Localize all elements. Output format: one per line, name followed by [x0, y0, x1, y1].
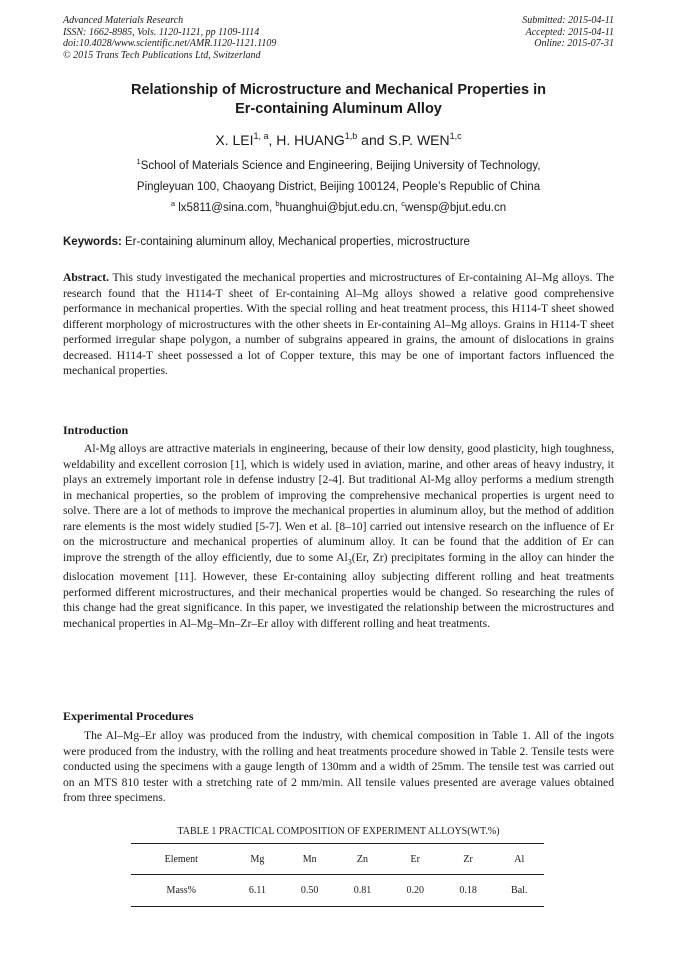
- abstract-text: This study investigated the mechanical properties and microstructures of Er-containing Al–Mg alloys. The research found that the H114-T sheet of Er-containing Al–Mg alloys showed a relative good comprehensive performance in mechanical properties. With the special rolling and heat treatment process, this H114-T sheet showed different morphology of microstructures with the other sheets in Er-containing Al–Mg alloys. Grains in H114-T sheet performed irregular shape polygon, a number of subgrains appeared in grains, the amount of dislocations in grains decreased. H114-T sheet possessed a lot of Copper texture, this may be one of important factors influenced the mechanical properties.: [63, 271, 614, 377]
- author-1: X. LEI: [215, 132, 254, 148]
- table-header-cell: Zn: [356, 853, 369, 865]
- table-header-cell: Zr: [463, 853, 473, 865]
- email-c: wensp@bjut.edu.cn: [404, 202, 507, 214]
- intro-text-2: (Er, Zr) precipitates forming in the alloy can hinder the dislocation movement [11]. However, these Er-containing alloy subjecting different rolling and heat treatments performed different microstructures, and their mechanical properties would be changed. So researching the rules of this change had the great significance. In this paper, we investigated the relationship between the microstructures and mechanical properties in Al–Mg–Mn–Zr–Er alloy with different rolling and heat treatments.: [63, 550, 614, 630]
- title-line-2: Er-containing Aluminum Alloy: [235, 101, 442, 117]
- accepted-date: Accepted: 2015-04-11: [525, 26, 614, 38]
- author-3-superscript: 1,c: [449, 131, 462, 141]
- author-list: [63, 131, 614, 149]
- copyright: © 2015 Trans Tech Publications Ltd, Switzerland: [63, 49, 261, 61]
- introduction-heading: Introduction: [63, 423, 129, 437]
- email-a-superscript: a: [170, 199, 176, 208]
- email-a: lx5811@sina.com,: [175, 202, 276, 214]
- author-1-superscript: 1, a: [253, 131, 269, 141]
- table-1-caption: TABLE 1 PRACTICAL COMPOSITION OF EXPERIMENT ALLOYS(WT.%): [177, 826, 500, 837]
- header-right: [522, 15, 614, 50]
- table-cell: 0.20: [406, 885, 425, 896]
- table-cell: 0.81: [353, 885, 372, 896]
- table-header-cell: Element: [164, 853, 198, 865]
- email-line: [63, 198, 614, 219]
- table-header-cell: Al: [514, 853, 525, 865]
- table-cell: Mass%: [166, 885, 196, 896]
- paper-title: [63, 81, 614, 119]
- header-left: [63, 15, 276, 61]
- keywords-text: Er-containing aluminum alloy, Mechanical properties, microstructure: [121, 236, 470, 248]
- table-1: [131, 843, 544, 907]
- author-separator-2: and: [357, 132, 389, 148]
- affiliation-text-1: School of Materials Science and Engineering, Beijing University of Technology,: [140, 160, 541, 172]
- keywords: [63, 235, 614, 250]
- affiliation-line-1: [63, 156, 614, 177]
- email-b-superscript: b: [275, 199, 280, 208]
- online-date: Online: 2015-07-31: [534, 38, 614, 49]
- experimental-paragraph: The Al–Mg–Er alloy was produced from the industry, with chemical composition in Table 1. All of the ingots were produced from the industry, with the rolling and heat treatments procedure showed in Table 2. Tensile tests were conducted using the specimens with a gauge length of 130mm and a width of 25mm. The tensile test was carried out on an MTS 810 tester with a stretching rate of 2 mm/min. All tensile values presented are average values obtained from three specimens.: [63, 729, 614, 804]
- table-row: [131, 875, 544, 907]
- author-separator-1: ,: [268, 132, 277, 148]
- affiliation-superscript: 1: [136, 157, 141, 166]
- table-header-row: [131, 844, 544, 875]
- affiliation: [63, 156, 614, 219]
- author-3: S.P. WEN: [388, 132, 450, 148]
- table-header-cell: Er: [410, 853, 420, 865]
- author-2-superscript: 1,b: [344, 131, 358, 141]
- doi: doi:10.4028/www.scientific.net/AMR.1120-1121.1109: [63, 38, 277, 49]
- intro-subscript: 3: [347, 556, 352, 566]
- keywords-label: Keywords:: [63, 236, 122, 248]
- issn: ISSN: 1662-8985, Vols. 1120-1121, pp 1109-1114: [63, 26, 260, 38]
- submitted-date: Submitted: 2015-04-11: [522, 15, 614, 26]
- table-cell: Bal.: [511, 885, 528, 896]
- author-2: H. HUANG: [276, 132, 345, 148]
- table-cell: 6.11: [248, 885, 266, 896]
- table-cell: 0.18: [459, 885, 477, 896]
- table-header-cell: Mg: [250, 853, 265, 865]
- table-header-cell: Mn: [302, 853, 317, 865]
- experimental-heading: Experimental Procedures: [63, 709, 194, 723]
- abstract-label: Abstract.: [63, 271, 110, 284]
- intro-text-1: Al-Mg alloys are attractive materials in engineering, because of their low density, good plasticity, high toughness, weldability and excellent corrosion [1], which is widely used in aviation, marine, and other areas of heavy industry, it plays an extremely important role in defense industry [2-4]. But traditional Al-Mg alloy performs a medium strength in mechanical properties, so the problem of improving the comprehensive mechanical properties is urgent need to solve. There are a lot of methods to improve the mechanical properties in aluminum alloy, but the method of addition rare elements is the most widely studied [5-7]. Wen et al. [8–10] carried out intensive research on the influence of Er on the microstructure and mechanical properties of aluminum alloy. It can be found that the addition of Er can improve the strength of the alloy efficiently, due to some Al: [63, 442, 614, 564]
- table-cell: 0.50: [300, 885, 319, 896]
- journal-name: Advanced Materials Research: [63, 15, 184, 26]
- composition-table: [131, 843, 544, 907]
- email-c-superscript: c: [401, 199, 405, 208]
- title-line-1: Relationship of Microstructure and Mechanical Properties in: [131, 82, 546, 98]
- introduction-paragraph: [63, 441, 614, 631]
- affiliation-line-2: Pingleyuan 100, Chaoyang District, Beijing 100124, People’s Republic of China: [136, 181, 541, 193]
- abstract: [63, 270, 614, 379]
- email-b: huanghui@bjut.edu.cn,: [279, 202, 402, 214]
